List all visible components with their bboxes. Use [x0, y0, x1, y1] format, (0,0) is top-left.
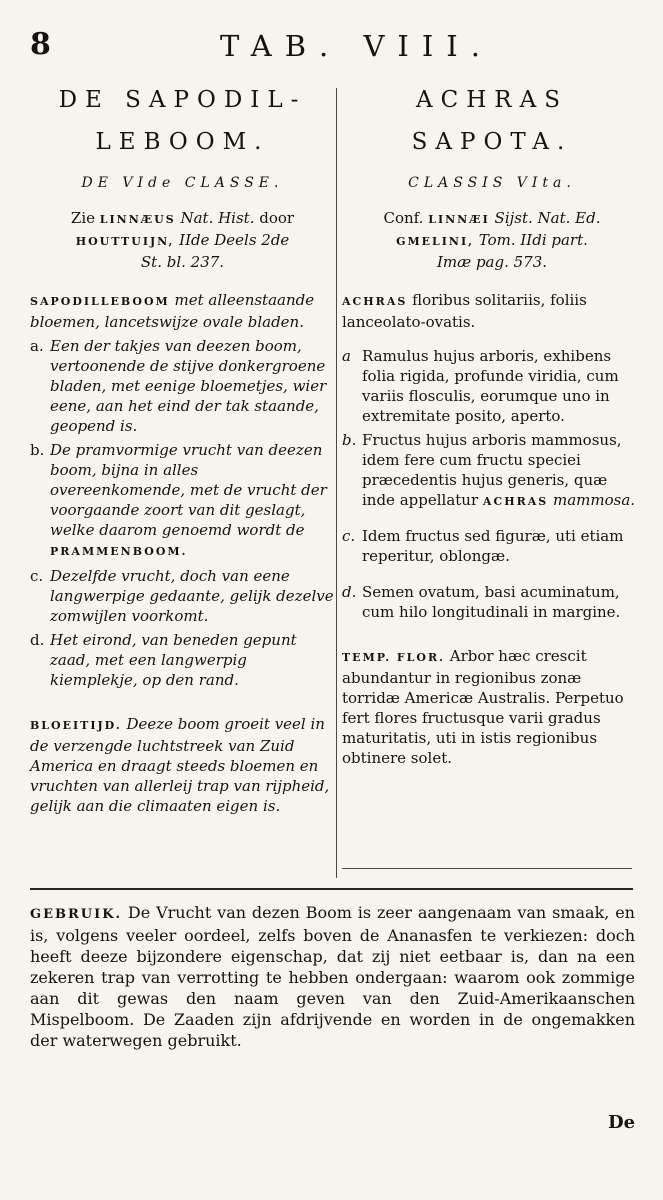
latin-column: [342, 80, 642, 768]
latin-title-line-1: ACHRAS: [416, 87, 568, 113]
catchword: De: [608, 1112, 636, 1133]
latin-item-c: c. Idem fructus sed figuræ, uti etiam reperitur, oblongæ.: [342, 527, 624, 565]
column-divider: [336, 88, 337, 878]
latin-class-line: CLASSIS VIta.: [408, 175, 576, 191]
page-rule: [30, 888, 633, 890]
plate-heading: TAB. VIII.: [220, 29, 493, 63]
page-number: 8: [30, 27, 51, 62]
dutch-item-c: c. Dezelfde vrucht, doch van eene langwerpige gedaante, gelijk dezelve zomwijlen voorkomt.: [30, 567, 334, 625]
latin-flowering-time: TEMP. FLOR. Arbor hæc crescit abundantur in regionibus zonæ torridæ Americæ Australis. Perpetuo fert flores fructusque varii gradus maturitatis, uti in istis regionibus obtinere solet.: [342, 647, 624, 767]
dutch-description: SAPODILLEBOOM met alleenstaande bloemen, lancetswijze ovale bladen.: [30, 291, 315, 331]
dutch-column: [30, 80, 335, 816]
dutch-reference: Zie LINNÆUS Nat. Hist. door HOUTTUIJN, IIde Deels 2de St. bl. 237.: [70, 209, 295, 271]
latin-description: ACHRAS floribus solitariis, foliis lanceolato-ovatis.: [342, 291, 587, 331]
usage-paragraph: GEBRUIK. De Vrucht van dezen Boom is zeer aangenaam van smaak, en is, volgens veeler oordeel, zelfs boven de Ananasfen te verkiezen: doch heeft deeze bijzondere eigenschap, dat zij niet eetbaar is, dan na een zekeren trap van verrotting te hebben ondergaan: waarom ook zommige aan dit gewas den naam geven van den Zuid-Amerikaanschen Mispelboom. De Zaaden zijn afdrijvende en worden in de ongemakken der waterwegen gebruikt.: [30, 903, 635, 1050]
dutch-title-line-1: DE SAPODIL-: [58, 87, 307, 113]
dutch-title-line-2: LEBOOM.: [95, 129, 270, 155]
dutch-item-a: a. Een der takjes van deezen boom, vertoonende de stijve donkergroene bladen, met eenige bloemetjes, wier eene, aan het eind der tak staande, geopend is.: [30, 337, 327, 435]
latin-item-d: d. Semen ovatum, basi acuminatum, cum hilo longitudinali in margine.: [342, 583, 621, 621]
section-rule: [342, 868, 632, 869]
dutch-class-line: DE VIde CLASSE.: [81, 175, 284, 191]
dutch-item-d: d. Het eirond, van beneden gepunt zaad, met een langwerpig kiemplekje, op den rand.: [30, 631, 297, 689]
latin-reference: Conf. LINNÆI Sijst. Nat. Ed. GMELINI, Tom. IIdi part. Imæ pag. 573.: [383, 209, 601, 271]
latin-title-line-2: SAPOTA.: [411, 129, 573, 155]
latin-item-b: b. Fructus hujus arboris mammosus, idem fere cum fructu speciei præcedentis hujus generis, quæ inde appellatur ACHRAS mammosa.: [342, 431, 636, 509]
latin-item-a: a Ramulus hujus arboris, exhibens folia rigida, profunde viridia, cum variis flosculis, eorumque uno in extremitate posito, aperto.: [342, 347, 619, 425]
dutch-flowering-time: BLOEITIJD. Deeze boom groeit veel in de verzengde luchtstreek van Zuid America en draagt steeds bloemen en vruchten van allerleij trap van rijpheid, gelijk aan die climaaten eigen is.: [30, 715, 330, 815]
dutch-item-b: b. De pramvormige vrucht van deezen boom, bijna in alles overeenkomende, met de vrucht der voorgaande zoort van dit geslagt, welke daarom genoemd wordt de PRAMMENBOOM.: [30, 441, 327, 558]
